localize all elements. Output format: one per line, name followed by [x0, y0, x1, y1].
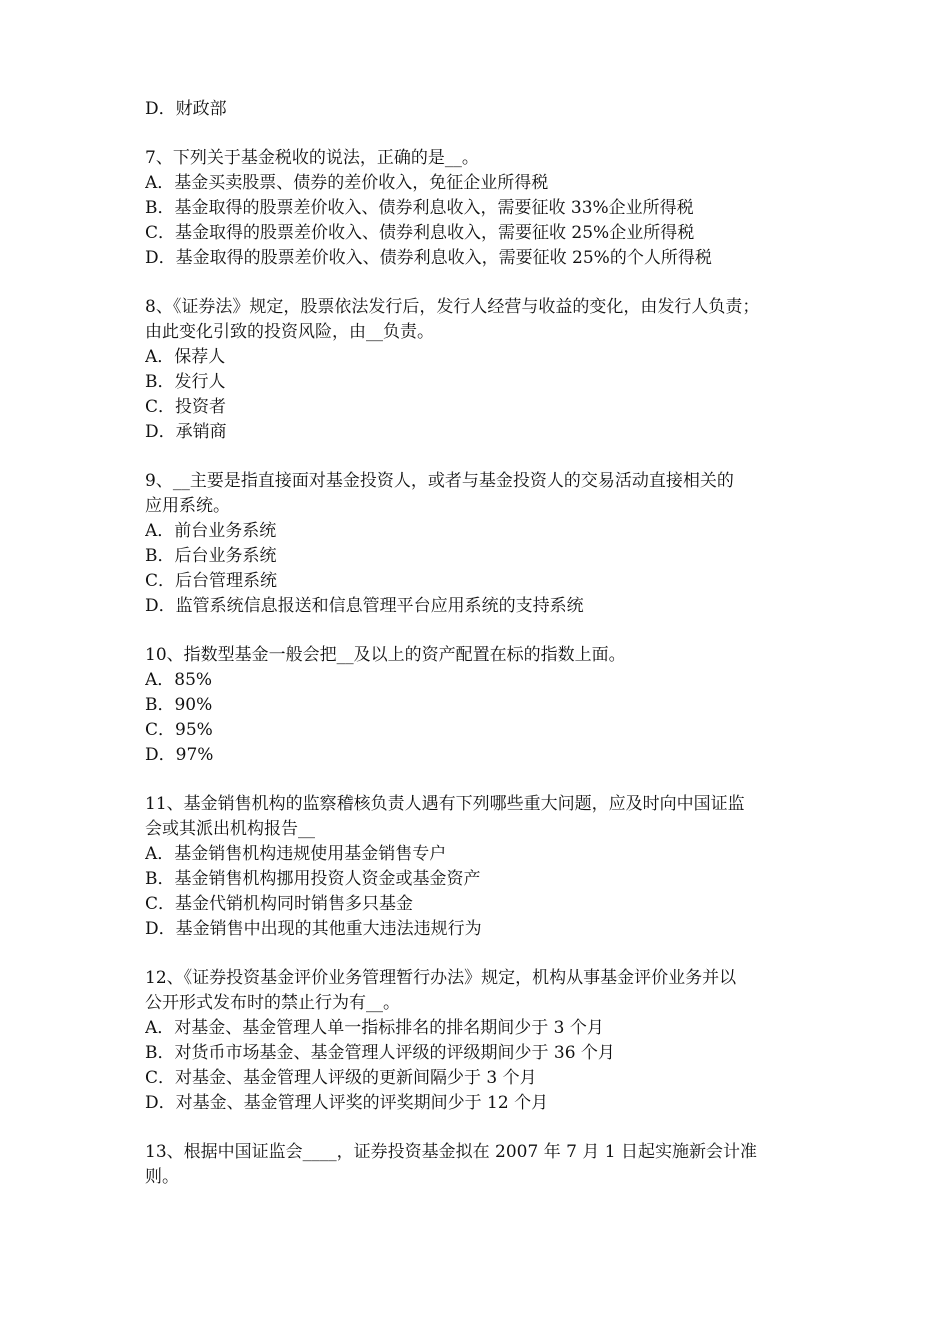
answer-option: D．97%: [145, 745, 214, 765]
answer-option: D．监管系统信息报送和信息管理平台应用系统的支持系统: [145, 596, 584, 616]
answer-option: C．后台管理系统: [145, 571, 278, 591]
answer-option: C．投资者: [145, 397, 227, 417]
answer-option: A．基金销售机构违规使用基金销售专户: [145, 844, 447, 864]
answer-option: B．基金销售机构挪用投资人资金或基金资产: [145, 869, 481, 889]
answer-option: C．95%: [145, 720, 213, 740]
question-block: [145, 146, 815, 271]
question-stem-line: 7、下列关于基金税收的说法，正确的是__。: [145, 148, 479, 168]
question-block: [145, 792, 815, 942]
question-stem-line: 由此变化引致的投资风险，由__负责。: [145, 322, 434, 342]
answer-option: B．后台业务系统: [145, 546, 277, 566]
question-stem-line: 8、《证券法》规定，股票依法发行后，发行人经营与收益的变化，由发行人负责；: [145, 297, 760, 317]
question-block: [145, 1140, 815, 1190]
answer-option: A．85%: [145, 670, 213, 690]
question-block: [145, 966, 815, 1116]
question-stem-line: 应用系统。: [145, 496, 230, 516]
answer-option: A．对基金、基金管理人单一指标排名的排名期间少于 3 个月: [145, 1018, 604, 1038]
answer-option: D．财政部: [145, 99, 227, 119]
answer-option: C．基金代销机构同时销售多只基金: [145, 894, 414, 914]
answer-option: B．基金取得的股票差价收入、债券利息收入，需要征收 33%企业所得税: [145, 198, 694, 218]
answer-option: D．基金销售中出现的其他重大违法违规行为: [145, 919, 482, 939]
answer-option: D．对基金、基金管理人评奖的评奖期间少于 12 个月: [145, 1093, 549, 1113]
answer-option: C．对基金、基金管理人评级的更新间隔少于 3 个月: [145, 1068, 537, 1088]
question-stem-line: 12、《证券投资基金评价业务管理暂行办法》规定，机构从事基金评价业务并以: [145, 968, 737, 988]
question-block: [145, 643, 815, 768]
question-stem-line: 则。: [145, 1167, 179, 1187]
answer-option: A．前台业务系统: [145, 521, 277, 541]
question-stem-line: 11、基金销售机构的监察稽核负责人遇有下列哪些重大问题，应及时向中国证监: [145, 794, 745, 814]
answer-option: C．基金取得的股票差价收入、债券利息收入，需要征收 25%企业所得税: [145, 223, 695, 243]
question-stem-line: 13、根据中国证监会____，证券投资基金拟在 2007 年 7 月 1 日起实施新会计准: [145, 1142, 757, 1162]
answer-option: B．90%: [145, 695, 213, 715]
question-block: [145, 469, 815, 619]
question-stem-line: 公开形式发布时的禁止行为有__。: [145, 993, 400, 1013]
answer-option: A．基金买卖股票、债券的差价收入，免征企业所得税: [145, 173, 549, 193]
question-stem-line: 10、指数型基金一般会把__及以上的资产配置在标的指数上面。: [145, 645, 626, 665]
answer-option: D．基金取得的股票差价收入、债券利息收入，需要征收 25%的个人所得税: [145, 248, 712, 268]
answer-option: B．发行人: [145, 372, 226, 392]
question-block: [145, 97, 815, 122]
question-stem-line: 会或其派出机构报告__: [145, 819, 315, 839]
answer-option: D．承销商: [145, 422, 227, 442]
answer-option: A．保荐人: [145, 347, 226, 367]
question-list: [145, 97, 815, 1190]
question-block: [145, 295, 815, 445]
answer-option: B．对货币市场基金、基金管理人评级的评级期间少于 36 个月: [145, 1043, 615, 1063]
question-stem-line: 9、__主要是指直接面对基金投资人，或者与基金投资人的交易活动直接相关的: [145, 471, 734, 491]
